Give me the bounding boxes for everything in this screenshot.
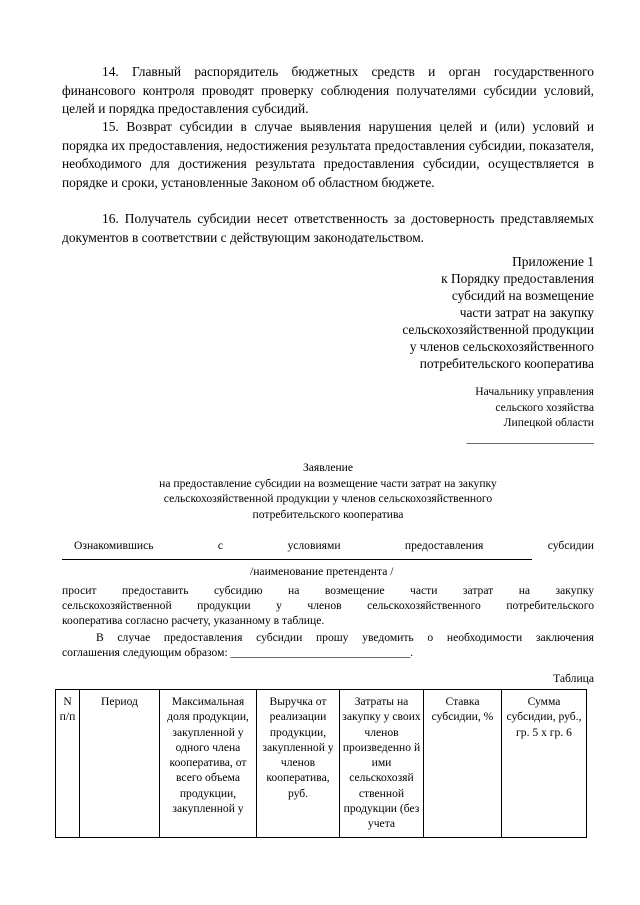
request-line-3: кооператива согласно расчету, указанному в таблице. [62, 614, 325, 627]
table-header-row [56, 690, 587, 838]
application-subtitle-line: на предоставление субсидии на возмещение части затрат на закупку [159, 476, 497, 490]
header-revenue: Выручка от реализации продукции, закупленной у членов кооператива, руб. [257, 690, 340, 838]
paragraph-14: 14. Главный распорядитель бюджетных средств и орган государственного финансового контроля проводят проверку соблюдения получателями субсидии условий, целей и порядка предоставления субсидий. [62, 64, 594, 116]
paragraph-16: 16. Получатель субсидии несет ответственность за достоверность представляемых документов в соответствии с действующим законодательством. [62, 211, 594, 245]
addressee-block [466, 384, 594, 446]
header-sum: Сумма субсидии, руб., гр. 5 x гр. 6 [502, 690, 587, 838]
notify-line-2: соглашения следующим образом: _______________________________. [62, 646, 414, 659]
application-header [62, 460, 594, 522]
header-rate: Ставка субсидии, % [424, 690, 502, 838]
header-max-share: Максимальная доля продукции, закупленной у одного члена кооператива, от всего объема продукции, закупленной у [160, 690, 257, 838]
appendix-block [402, 253, 594, 372]
paragraph-15: 15. Возврат субсидии в случае выявления нарушения целей и (или) условий и порядка их предоставления, недостижения результата предоставления субсидии, показателя, необходимого для достижения результата предоставления субсидии, осуществляется в порядке и сроки, установленные Законом об областном бюджете. [62, 119, 594, 190]
pretender-name-hint: /наименование претендента / [250, 565, 394, 578]
pretender-name-line [62, 559, 532, 560]
notify-line-1: В случае предоставления субсидии прошу уведомить о необходимости заключения [96, 631, 594, 644]
addressee-line: сельского хозяйства [495, 400, 594, 414]
addressee-signature-line: ______________________ [466, 431, 594, 445]
request-line-1: просит предоставить субсидию на возмещение части затрат на закупку [62, 584, 594, 597]
request-line-2: сельскохозяйственной продукции у членов сельскохозяйственного потребительского [62, 599, 594, 612]
header-period: Период [80, 690, 160, 838]
addressee-line: Начальнику управления [475, 385, 594, 398]
application-subtitle-line: сельскохозяйственной продукции у членов сельскохозяйственного [163, 492, 493, 505]
application-title: Заявление [302, 461, 354, 474]
appendix-line: субсидий на возмещение [451, 288, 594, 303]
header-number: N п/п [56, 690, 80, 838]
application-intro: Ознакомившись с условиями предоставления субсидии [74, 539, 594, 552]
table-label: Таблица [553, 672, 594, 685]
application-subtitle-line: потребительского кооператива [252, 507, 404, 521]
subsidy-table [55, 689, 587, 838]
appendix-line: сельскохозяйственной продукции [402, 322, 594, 337]
appendix-line: потребительского кооператива [419, 356, 594, 371]
addressee-line: Липецкой области [503, 416, 594, 429]
header-costs: Затраты на закупку у своих членов произведенно й ими сельскохозяй ственной продукции (без учета [340, 690, 424, 838]
appendix-line: Приложение 1 [512, 254, 594, 269]
appendix-line: части затрат на закупку [459, 305, 594, 320]
appendix-line: к Порядку предоставления [441, 271, 594, 286]
appendix-line: у членов сельскохозяйственного [409, 339, 594, 354]
